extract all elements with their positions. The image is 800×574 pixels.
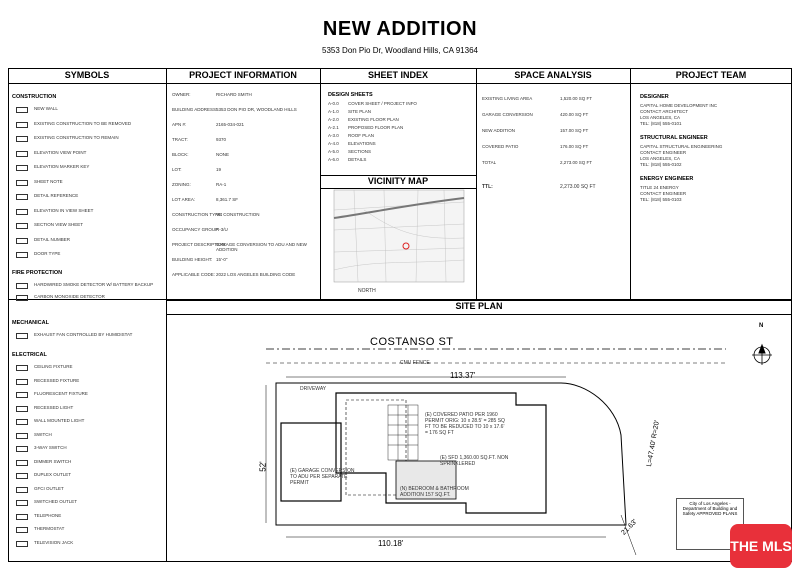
sfd-note: (E) SFD 1,360.00 SQ.FT. NON SPRINKLERED: [440, 455, 509, 467]
garage-note: (E) GARAGE CONVERSION TO ADU PER SEPARATE PERMIT: [290, 468, 355, 486]
sheet-index-header: SHEET INDEX: [320, 70, 476, 84]
team-line: LOS ANGELES, CA: [640, 115, 681, 120]
dim-left: 52': [258, 461, 268, 472]
index-code: A-6.0: [328, 157, 339, 162]
symbol-glyph: [16, 194, 28, 200]
addition-note: (N) BEDROOM & BATHROOM ADDITION 157 SQ.FT.: [400, 486, 469, 498]
index-title: COVER SHEET / PROJECT INFO: [348, 101, 417, 106]
symbol-label: GFCI OUTLET: [34, 485, 64, 491]
sheet-title: NEW ADDITION: [322, 18, 478, 40]
design-sheets-title: DESIGN SHEETS: [328, 92, 373, 98]
info-value: 9370: [216, 137, 227, 142]
symbol-label: DIMMER SWITCH: [34, 458, 72, 464]
symbol-label: CARBON MONOXIDE DETECTOR: [34, 294, 105, 299]
symbol-glyph: [16, 379, 28, 385]
symbol-label: SHEET NOTE: [34, 178, 63, 184]
symbol-glyph: [16, 238, 28, 244]
symbol-label: SWITCH: [34, 431, 52, 437]
info-value: RA-1: [216, 182, 227, 187]
symbols-header: SYMBOLS: [8, 70, 166, 84]
symbol-glyph: [16, 446, 28, 452]
index-title: DETAILS: [348, 157, 367, 162]
dim-bottom: 110.18': [378, 539, 404, 548]
team-line: CAPITAL STRUCTURAL ENGINEERING: [640, 144, 723, 149]
info-key: OCCUPANCY GROUP:: [172, 227, 220, 232]
symbol-glyph: [16, 333, 28, 339]
symbol-label: DOOR TYPE: [34, 251, 61, 256]
symbol-glyph: [16, 473, 28, 479]
symbol-glyph: [16, 460, 28, 466]
divider: [8, 561, 166, 562]
symbol-glyph: [16, 122, 28, 128]
symbol-label: EXISTING CONSTRUCTION TO REMAIN: [34, 135, 119, 140]
index-title: SITE PLAN: [348, 109, 372, 114]
team-line: TITLE 24 ENERGY: [640, 185, 679, 190]
construction-title: CONSTRUCTION: [12, 94, 57, 100]
team-group-title: ENERGY ENGINEER: [640, 176, 694, 182]
index-title: ELEVATIONS: [348, 141, 376, 146]
info-key: APPLICABLE CODE:: [172, 272, 216, 277]
index-title: EXISTING FLOOR PLAN: [348, 117, 399, 122]
space-key: EXISTING LIVING AREA: [482, 96, 533, 101]
symbol-label: SWITCHED OUTLET: [34, 499, 78, 504]
info-key: BUILDING HEIGHT:: [172, 257, 213, 262]
symbol-label: ELEVATION MARKER KEY: [34, 164, 90, 169]
vicinity-map: [334, 190, 464, 282]
symbol-label: ELEVATION VIEW POINT: [34, 149, 87, 155]
symbol-glyph: [16, 209, 28, 215]
symbol-label: TELEPHONE: [34, 512, 62, 518]
info-value: VB CONSTRUCTION: [216, 212, 260, 217]
symbol-glyph: [16, 487, 28, 493]
info-key: PROJECT DESCRIPTION:: [172, 242, 227, 247]
info-value: 15'-0": [216, 257, 228, 262]
symbol-label: RECESSED LIGHT: [34, 404, 74, 410]
team-line: TEL: (818) 555-0102: [640, 162, 682, 167]
symbol-label: DETAIL NUMBER: [34, 236, 71, 242]
info-key: ZONING:: [172, 182, 191, 187]
driveway-note: DRIVEWAY: [300, 386, 327, 392]
team-line: TEL: (818) 555-0101: [640, 121, 682, 126]
index-code: A-5.0: [328, 149, 339, 154]
symbol-glyph: [16, 392, 28, 398]
street-name: COSTANSO ST: [370, 336, 454, 348]
symbol-label: RECESSED FIXTURE: [34, 377, 80, 383]
vicinity-arrow: NORTH: [358, 288, 376, 294]
north-label: N: [759, 323, 764, 329]
symbol-label: TELEVISION JACK: [34, 539, 74, 545]
symbol-glyph: [16, 527, 28, 533]
space-analysis-header: SPACE ANALYSIS: [476, 70, 630, 84]
team-line: CAPITAL HOME DEVELOPMENT INC: [640, 103, 718, 108]
index-code: A-2.1: [328, 125, 339, 130]
patio-note: (E) COVERED PATIO PER 1960 PERMIT ORIG: 10 x 28.5' = 285 SQ FT TO BE REDUCED TO 10 x 17.6' = 176 SQ FT: [425, 412, 505, 436]
symbol-glyph: [16, 365, 28, 371]
symbol-label: EXISTING CONSTRUCTION TO BE REMOVED: [34, 120, 132, 126]
info-value: R-3/U: [216, 227, 228, 232]
index-code: A-3.0: [328, 133, 339, 138]
space-key: GARAGE CONVERSION: [482, 112, 533, 117]
dim-right: L=47.40' R=20': [645, 419, 662, 468]
symbol-label: FLUORESCENT FIXTURE: [34, 391, 88, 396]
symbol-glyph: [16, 541, 28, 547]
index-code: A-0.0: [328, 101, 339, 106]
symbol-label: 3-WAY SWITCH: [34, 445, 67, 450]
symbol-label: SECTION VIEW SHEET: [34, 222, 84, 227]
project-info-header: PROJECT INFORMATION: [166, 70, 320, 84]
symbol-glyph: [16, 223, 28, 229]
mech-title: MECHANICAL: [12, 320, 49, 326]
symbol-glyph: [16, 295, 28, 301]
dim-corner: 21.63': [620, 518, 639, 537]
info-key: LOT AREA:: [172, 197, 196, 202]
mls-watermark: [730, 524, 792, 568]
team-line: TEL: (818) 555-0103: [640, 197, 682, 202]
symbol-glyph: [16, 252, 28, 258]
team-group-title: DESIGNER: [640, 94, 669, 100]
symbol-glyph: [16, 419, 28, 425]
info-key: LOT:: [172, 167, 182, 172]
index-code: A-4.0: [328, 141, 339, 146]
space-value: 157.00 SQ FT: [560, 128, 589, 133]
team-line: CONTACT ENGINEER: [640, 191, 687, 196]
space-value: 2,273.00 SQ FT: [560, 160, 593, 165]
info-value: NONE: [216, 152, 230, 157]
symbol-glyph: [16, 500, 28, 506]
north-arrow: [752, 345, 772, 365]
symbol-label: EXHAUST FAN CONTROLLED BY HUMIDISTAT: [34, 332, 133, 337]
index-title: PROPOSED FLOOR PLAN: [348, 125, 404, 130]
space-key: NEW ADDITION: [482, 128, 516, 133]
info-value: 2022 LOS ANGELES BUILDING CODE: [216, 272, 296, 277]
team-line: CONTACT ENGINEER: [640, 150, 687, 155]
space-total-label: TTL:: [482, 184, 493, 190]
symbol-glyph: [16, 433, 28, 439]
space-value: 420.00 SQ FT: [560, 112, 589, 117]
mls-text: THE MLS: [730, 538, 792, 554]
info-value: 19: [216, 167, 222, 172]
stamp-text: City of Los Angeles - Department of Building and Safety APPROVED PLANS: [682, 501, 738, 516]
symbol-label: WALL MOUNTED LIGHT: [34, 418, 85, 423]
elec-title: ELECTRICAL: [12, 352, 47, 358]
index-code: A-2.0: [328, 117, 339, 122]
info-key: BUILDING ADDRESS:: [172, 107, 218, 112]
symbol-glyph: [16, 283, 28, 289]
space-key: COVERED PATIO: [482, 144, 519, 149]
fire-title: FIRE PROTECTION: [12, 270, 63, 276]
space-value: 176.00 SQ FT: [560, 144, 589, 149]
symbol-label: HARDWIRED SMOKE DETECTOR W/ BATTERY BACKUP: [34, 282, 154, 287]
symbol-label: CEILING FIXTURE: [34, 364, 73, 369]
info-key: OWNER:: [172, 92, 191, 97]
sheet-address: 5353 Don Pio Dr, Woodland Hills, CA 91364: [322, 46, 478, 55]
vicinity-header: VICINITY MAP: [320, 176, 476, 189]
divider: [476, 68, 477, 300]
info-key: BLOCK:: [172, 152, 189, 157]
space-key: TOTAL: [482, 160, 497, 165]
symbol-glyph: [16, 514, 28, 520]
symbol-glyph: [16, 406, 28, 412]
space-total-value: 2,273.00 SQ FT: [560, 184, 596, 190]
team-line: CONTACT ARCHITECT: [640, 109, 689, 114]
divider: [8, 300, 9, 562]
team-group-title: STRUCTURAL ENGINEER: [640, 135, 708, 141]
divider: [630, 68, 631, 300]
info-value: 2165-034-021: [216, 122, 245, 127]
symbol-label: ELEVATION IN VIEW SHEET: [34, 207, 94, 213]
symbol-glyph: [16, 180, 28, 186]
info-key: TRACT:: [172, 137, 188, 142]
index-title: ROOF PLAN: [348, 133, 375, 138]
symbol-glyph: [16, 151, 28, 157]
info-key: CONSTRUCTION TYPE:: [172, 212, 223, 217]
symbol-glyph: [16, 107, 28, 113]
info-key: APN #:: [172, 122, 187, 127]
symbol-glyph: [16, 165, 28, 171]
index-title: SECTIONS: [348, 149, 372, 154]
index-code: A-1.0: [328, 109, 339, 114]
fence-note: CMU FENCE: [400, 360, 430, 366]
info-value: GARAGE CONVERSION TO ADU AND NEW ADDITION: [216, 242, 307, 252]
info-value: 8,361.7 SF: [216, 197, 239, 202]
project-team-header: PROJECT TEAM: [630, 70, 792, 84]
info-value: 5353 DON PIO DR, WOODLAND HILLS: [216, 107, 297, 112]
team-line: LOS ANGELES, CA: [640, 156, 681, 161]
info-value: RICHARD SMITH: [216, 92, 252, 97]
symbol-label: DETAIL REFERENCE: [34, 193, 79, 198]
site-plan-header: SITE PLAN: [166, 301, 792, 315]
symbol-label: THERMOSTAT: [34, 526, 65, 531]
space-value: 1,520.00 SQ FT: [560, 96, 593, 101]
dim-top: 113.37': [450, 371, 476, 380]
symbol-glyph: [16, 136, 28, 142]
symbol-label: NEW WALL: [34, 106, 58, 111]
symbol-label: DUPLEX OUTLET: [34, 472, 72, 477]
